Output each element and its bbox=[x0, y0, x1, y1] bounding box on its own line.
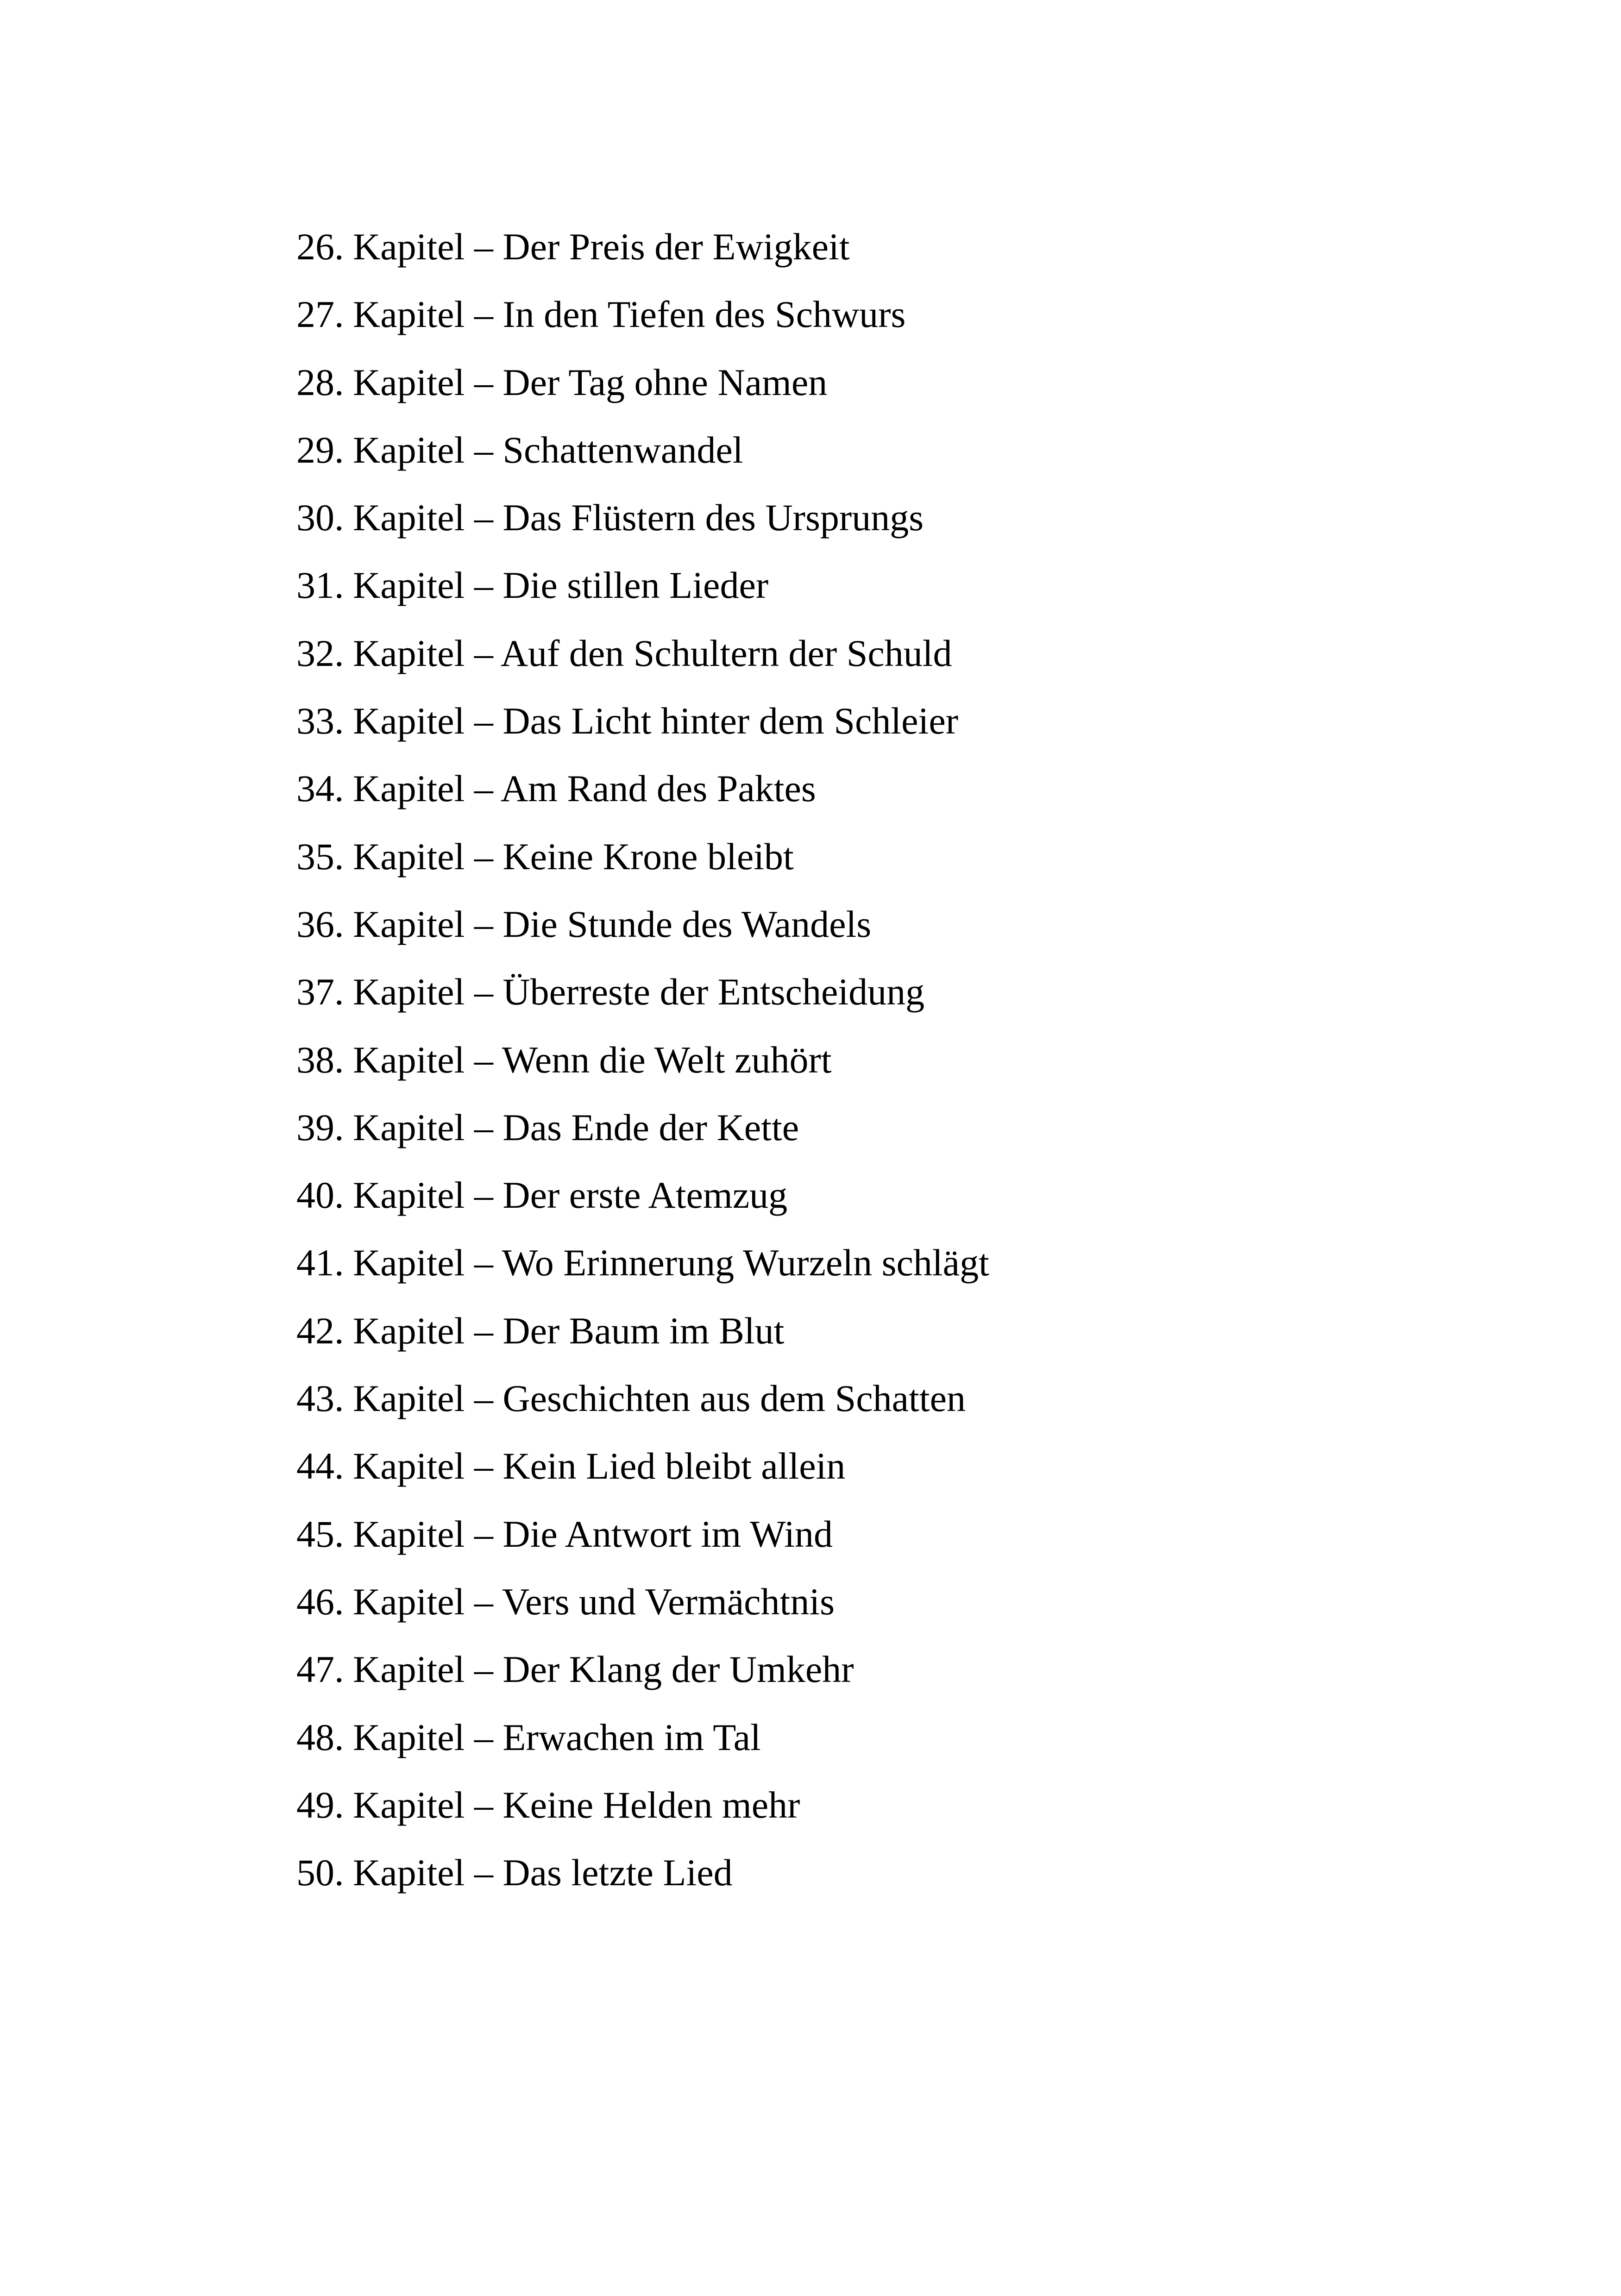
chapter-number: 26. bbox=[296, 226, 344, 268]
chapter-number: 42. bbox=[296, 1309, 344, 1352]
chapter-number: 44. bbox=[296, 1445, 344, 1487]
toc-entry bbox=[296, 281, 989, 348]
toc-entry bbox=[296, 484, 989, 552]
chapter-title: Kapitel – Die stillen Lieder bbox=[353, 564, 769, 607]
toc-entry bbox=[296, 1432, 989, 1500]
toc-entry bbox=[296, 1229, 989, 1297]
toc-entry bbox=[296, 1026, 989, 1094]
chapter-title: Kapitel – Die Stunde des Wandels bbox=[353, 903, 872, 945]
chapter-title: Kapitel – Das Licht hinter dem Schleier bbox=[353, 700, 959, 742]
toc-entry bbox=[296, 1500, 989, 1568]
chapter-number: 35. bbox=[296, 835, 344, 878]
chapter-number: 39. bbox=[296, 1106, 344, 1148]
chapter-number: 47. bbox=[296, 1648, 344, 1691]
toc-entry bbox=[296, 1839, 989, 1907]
chapter-title: Kapitel – Der erste Atemzug bbox=[353, 1174, 788, 1217]
toc-entry bbox=[296, 1365, 989, 1432]
chapter-title: Kapitel – Keine Helden mehr bbox=[353, 1783, 800, 1826]
chapter-title: Kapitel – Das Ende der Kette bbox=[353, 1106, 799, 1148]
toc-entry bbox=[296, 1704, 989, 1771]
chapter-title: Kapitel – Geschichten aus dem Schatten bbox=[353, 1377, 966, 1420]
chapter-number: 36. bbox=[296, 903, 344, 945]
chapter-title: Kapitel – Auf den Schultern der Schuld bbox=[353, 632, 952, 674]
toc-entry bbox=[296, 349, 989, 416]
toc-entry bbox=[296, 823, 989, 891]
chapter-title: Kapitel – Überreste der Entscheidung bbox=[353, 971, 925, 1013]
toc-entry bbox=[296, 1771, 989, 1839]
chapter-number: 46. bbox=[296, 1580, 344, 1623]
chapter-number: 27. bbox=[296, 293, 344, 336]
chapter-number: 43. bbox=[296, 1377, 344, 1420]
chapter-number: 48. bbox=[296, 1716, 344, 1758]
chapter-number: 34. bbox=[296, 767, 344, 810]
chapter-title: Kapitel – Wo Erinnerung Wurzeln schlägt bbox=[353, 1242, 989, 1284]
toc-entry bbox=[296, 416, 989, 484]
chapter-title: Kapitel – Wenn die Welt zuhört bbox=[353, 1038, 832, 1081]
chapter-title: Kapitel – Am Rand des Paktes bbox=[353, 767, 816, 810]
chapter-title: Kapitel – Das Flüstern des Ursprungs bbox=[353, 496, 924, 539]
toc-entry bbox=[296, 958, 989, 1026]
toc-entry bbox=[296, 687, 989, 755]
chapter-title: Kapitel – Erwachen im Tal bbox=[353, 1716, 761, 1758]
chapter-number: 41. bbox=[296, 1242, 344, 1284]
toc-entry bbox=[296, 1636, 989, 1703]
chapter-number: 32. bbox=[296, 632, 344, 674]
chapter-title: Kapitel – Keine Krone bleibt bbox=[353, 835, 794, 878]
chapter-title: Kapitel – Die Antwort im Wind bbox=[353, 1512, 833, 1555]
chapter-title: Kapitel – Vers und Vermächtnis bbox=[353, 1580, 835, 1623]
toc-entry bbox=[296, 755, 989, 822]
toc-entry bbox=[296, 1297, 989, 1365]
chapter-title: Kapitel – Kein Lied bleibt allein bbox=[353, 1445, 846, 1487]
table-of-contents bbox=[296, 213, 989, 1907]
toc-entry bbox=[296, 1161, 989, 1229]
toc-entry bbox=[296, 1568, 989, 1636]
chapter-number: 49. bbox=[296, 1783, 344, 1826]
chapter-title: Kapitel – Der Baum im Blut bbox=[353, 1309, 785, 1352]
chapter-title: Kapitel – Der Klang der Umkehr bbox=[353, 1648, 854, 1691]
toc-entry bbox=[296, 891, 989, 958]
chapter-title: Kapitel – Schattenwandel bbox=[353, 428, 743, 471]
chapter-number: 33. bbox=[296, 700, 344, 742]
chapter-title: Kapitel – Das letzte Lied bbox=[353, 1851, 733, 1894]
chapter-number: 31. bbox=[296, 564, 344, 607]
chapter-title: Kapitel – Der Preis der Ewigkeit bbox=[353, 226, 850, 268]
toc-entry bbox=[296, 620, 989, 687]
chapter-number: 38. bbox=[296, 1038, 344, 1081]
chapter-number: 37. bbox=[296, 971, 344, 1013]
chapter-title: Kapitel – Der Tag ohne Namen bbox=[353, 361, 828, 403]
chapter-title: Kapitel – In den Tiefen des Schwurs bbox=[353, 293, 906, 336]
toc-entry bbox=[296, 1094, 989, 1161]
chapter-number: 28. bbox=[296, 361, 344, 403]
chapter-number: 29. bbox=[296, 428, 344, 471]
chapter-number: 50. bbox=[296, 1851, 344, 1894]
toc-entry bbox=[296, 552, 989, 619]
chapter-number: 30. bbox=[296, 496, 344, 539]
chapter-number: 40. bbox=[296, 1174, 344, 1217]
chapter-number: 45. bbox=[296, 1512, 344, 1555]
toc-entry bbox=[296, 213, 989, 281]
